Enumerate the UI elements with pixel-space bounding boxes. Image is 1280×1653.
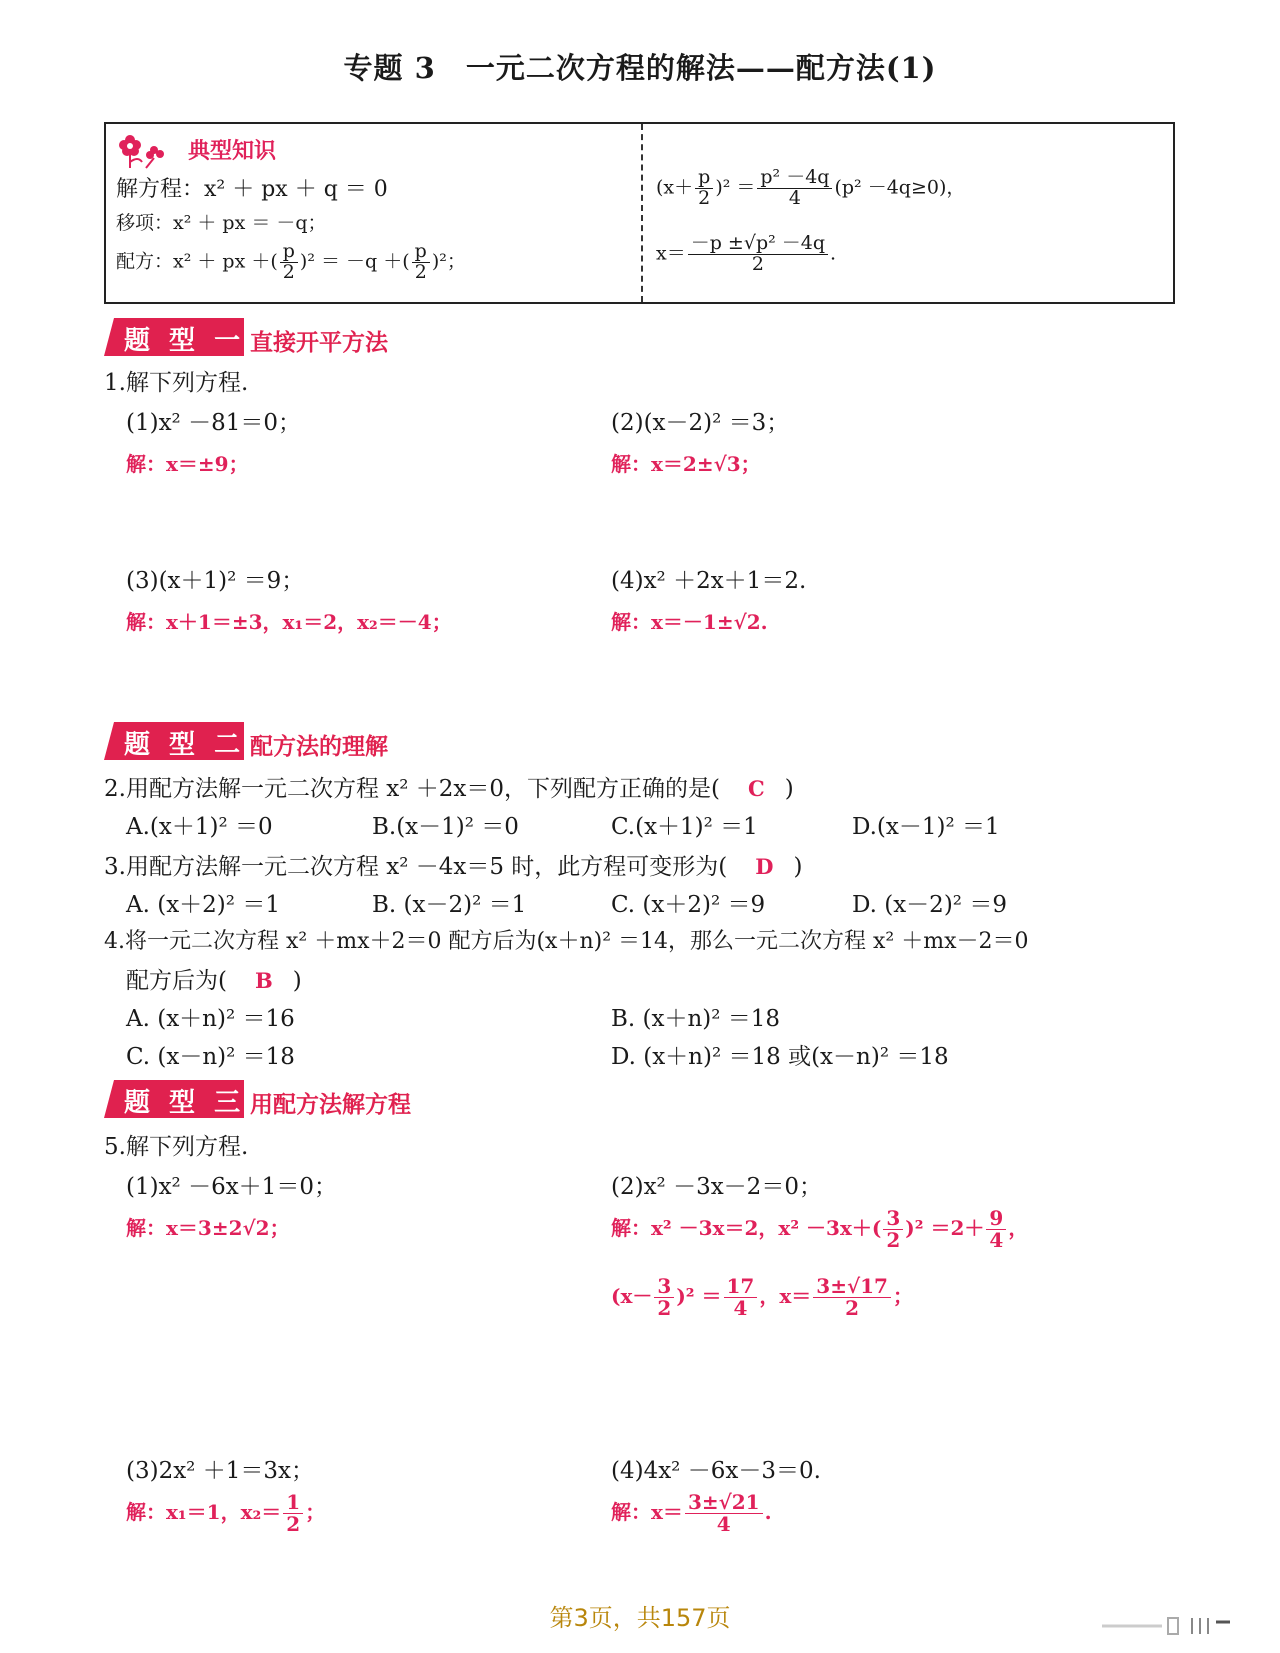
- fraction: [695, 168, 713, 209]
- numerator: －p ±√p² －4q: [688, 234, 828, 255]
- q3-answer: D: [755, 854, 774, 879]
- denominator: 2: [845, 1296, 860, 1320]
- fraction: [883, 1208, 903, 1251]
- q3-option-d: D. (x－2)² ＝9: [852, 892, 1007, 918]
- q1-answer-1: 解：x＝±9；: [126, 452, 249, 476]
- q1-answer-3: 解：x＋1＝±3，x₁＝2，x₂＝－4；: [126, 610, 452, 634]
- q5-part-2: (2)x² －3x－2＝0；: [611, 1174, 822, 1200]
- section-label-2: 题 型 二: [124, 730, 246, 760]
- section-label-3: 题 型 三: [124, 1088, 246, 1118]
- text: ): [784, 776, 794, 802]
- q1-part-2: (2)(x－2)² ＝3；: [611, 410, 790, 436]
- numerator: 1: [283, 1492, 303, 1514]
- denominator: 2: [657, 1296, 672, 1320]
- q1-answer-2: 解：x＝2±√3；: [611, 452, 761, 476]
- knowledge-line-4: [656, 168, 965, 209]
- q5-answer-3: [126, 1492, 325, 1535]
- denominator: 4: [788, 186, 801, 209]
- text: (x－: [611, 1284, 653, 1308]
- denominator: 2: [698, 186, 711, 209]
- text: )² ＝: [715, 176, 756, 199]
- page-title: 专题 3 一元二次方程的解法——配方法(1): [343, 51, 937, 85]
- numerator: p: [280, 242, 298, 263]
- q4-answer: B: [254, 968, 273, 993]
- text: ；: [892, 1284, 913, 1308]
- q5-answer-1: 解：x＝3±2√2；: [126, 1216, 290, 1240]
- numerator: p: [695, 168, 713, 189]
- q2-stem: [104, 770, 794, 803]
- numerator: 3: [654, 1276, 674, 1298]
- q5-answer-2-line-2: [611, 1276, 913, 1319]
- fraction: [280, 242, 298, 283]
- q1-stem: 1.解下列方程.: [104, 370, 249, 396]
- denominator: 2: [751, 252, 764, 275]
- q4-option-b: B. (x＋n)² ＝18: [611, 1006, 781, 1032]
- text: )² ＝ －q ＋(: [299, 250, 410, 273]
- q2-option-a: A.(x＋1)² ＝0: [126, 814, 273, 840]
- denominator: 4: [733, 1296, 748, 1320]
- fraction: [688, 234, 828, 275]
- q2-answer: C: [747, 776, 765, 801]
- denominator: 4: [989, 1228, 1004, 1252]
- fraction: [724, 1276, 758, 1319]
- q2-option-c: C.(x＋1)² ＝1: [611, 814, 758, 840]
- knowledge-box: [104, 122, 1175, 304]
- text: ；: [305, 1500, 326, 1524]
- numerator: 9: [986, 1208, 1006, 1230]
- text: 配方：x² ＋ px ＋(: [116, 250, 278, 273]
- q2-option-b: B.(x－1)² ＝0: [372, 814, 519, 840]
- q1-part-4: (4)x² ＋2x＋1＝2.: [611, 568, 807, 594]
- q5-part-3: (3)2x² ＋1＝3x；: [126, 1458, 314, 1484]
- q4-option-d: D. (x＋n)² ＝18 或(x－n)² ＝18: [611, 1044, 949, 1070]
- denominator: 4: [716, 1512, 731, 1536]
- section-title-3: 用配方法解方程: [250, 1092, 411, 1118]
- q4-stem-2: [126, 962, 302, 995]
- q2-option-d: D.(x－1)² ＝1: [852, 814, 1000, 840]
- section-label-1: 题 型 一: [124, 326, 246, 356]
- q5-part-1: (1)x² －6x＋1＝0；: [126, 1174, 337, 1200]
- text: (x＋: [656, 176, 694, 199]
- knowledge-line-3: [116, 242, 466, 283]
- q1-part-1: (1)x² －81＝0；: [126, 410, 301, 436]
- fraction: [283, 1492, 303, 1535]
- q5-answer-4: [611, 1492, 772, 1535]
- text: 配方后为(: [126, 968, 227, 994]
- section-title-1: 直接开平方法: [250, 330, 388, 356]
- denominator: 2: [414, 260, 427, 283]
- fraction: [685, 1492, 763, 1535]
- page-footer: 第3页，共157页: [549, 1604, 731, 1632]
- fraction: [813, 1276, 891, 1319]
- divider: [641, 124, 643, 302]
- q5-answer-2-line-1: [611, 1208, 1028, 1251]
- text: )² ＝: [676, 1284, 722, 1308]
- q3-stem: [104, 848, 802, 881]
- q3-option-a: A. (x＋2)² ＝1: [126, 892, 280, 918]
- fraction: [412, 242, 430, 283]
- knowledge-line-2: 移项：x² ＋ px ＝ －q；: [116, 212, 327, 234]
- text: .: [764, 1500, 772, 1524]
- knowledge-line-5: [656, 234, 836, 275]
- denominator: 2: [282, 260, 295, 283]
- text: 3.用配方法解一元二次方程 x² －4x＝5 时，此方程可变形为(: [104, 854, 728, 880]
- numerator: p: [412, 242, 430, 263]
- knowledge-label: 典型知识: [188, 139, 277, 164]
- text: (p² －4q≥0)，: [834, 176, 966, 199]
- text: 2.用配方法解一元二次方程 x² ＋2x＝0，下列配方正确的是(: [104, 776, 720, 802]
- numerator: 17: [724, 1276, 758, 1298]
- q3-option-b: B. (x－2)² ＝1: [372, 892, 527, 918]
- text: x＝: [656, 242, 686, 265]
- text: 解：x＝: [611, 1500, 683, 1524]
- text: .: [830, 242, 837, 265]
- q4-option-c: C. (x－n)² ＝18: [126, 1044, 295, 1070]
- text: ): [793, 854, 803, 880]
- q1-answer-4: 解：x＝－1±√2.: [611, 610, 768, 634]
- numerator: 3±√17: [813, 1276, 891, 1298]
- numerator: 3: [883, 1208, 903, 1230]
- text: ): [292, 968, 302, 994]
- flower-icon: [116, 130, 172, 170]
- fraction: [654, 1276, 674, 1319]
- q1-part-3: (3)(x＋1)² ＝9；: [126, 568, 305, 594]
- text: ，: [1008, 1216, 1029, 1240]
- q5-stem: 5.解下列方程.: [104, 1134, 249, 1160]
- fraction: [986, 1208, 1006, 1251]
- text: )² ＝2＋: [905, 1216, 985, 1240]
- scan-edge-marks-icon: [1102, 1616, 1232, 1636]
- fraction: [757, 168, 832, 209]
- denominator: 2: [286, 1512, 301, 1536]
- section-title-2: 配方法的理解: [250, 734, 388, 760]
- q4-option-a: A. (x＋n)² ＝16: [126, 1006, 295, 1032]
- text: ，x＝: [759, 1284, 812, 1308]
- numerator: p² －4q: [757, 168, 832, 189]
- knowledge-line-1: 解方程：x² ＋ px ＋ q ＝ 0: [116, 177, 388, 202]
- q5-part-4: (4)4x² －6x－3＝0.: [611, 1458, 821, 1484]
- text: )²；: [431, 250, 466, 273]
- text: 解：x² －3x＝2，x² －3x＋(: [611, 1216, 882, 1240]
- q4-stem: 4.将一元二次方程 x² ＋mx＋2＝0 配方后为(x＋n)² ＝14，那么一元二次方程 x² ＋mx－2＝0: [104, 929, 1029, 954]
- denominator: 2: [886, 1228, 901, 1252]
- numerator: 3±√21: [685, 1492, 763, 1514]
- q3-option-c: C. (x＋2)² ＝9: [611, 892, 766, 918]
- text: 解：x₁＝1，x₂＝: [126, 1500, 282, 1524]
